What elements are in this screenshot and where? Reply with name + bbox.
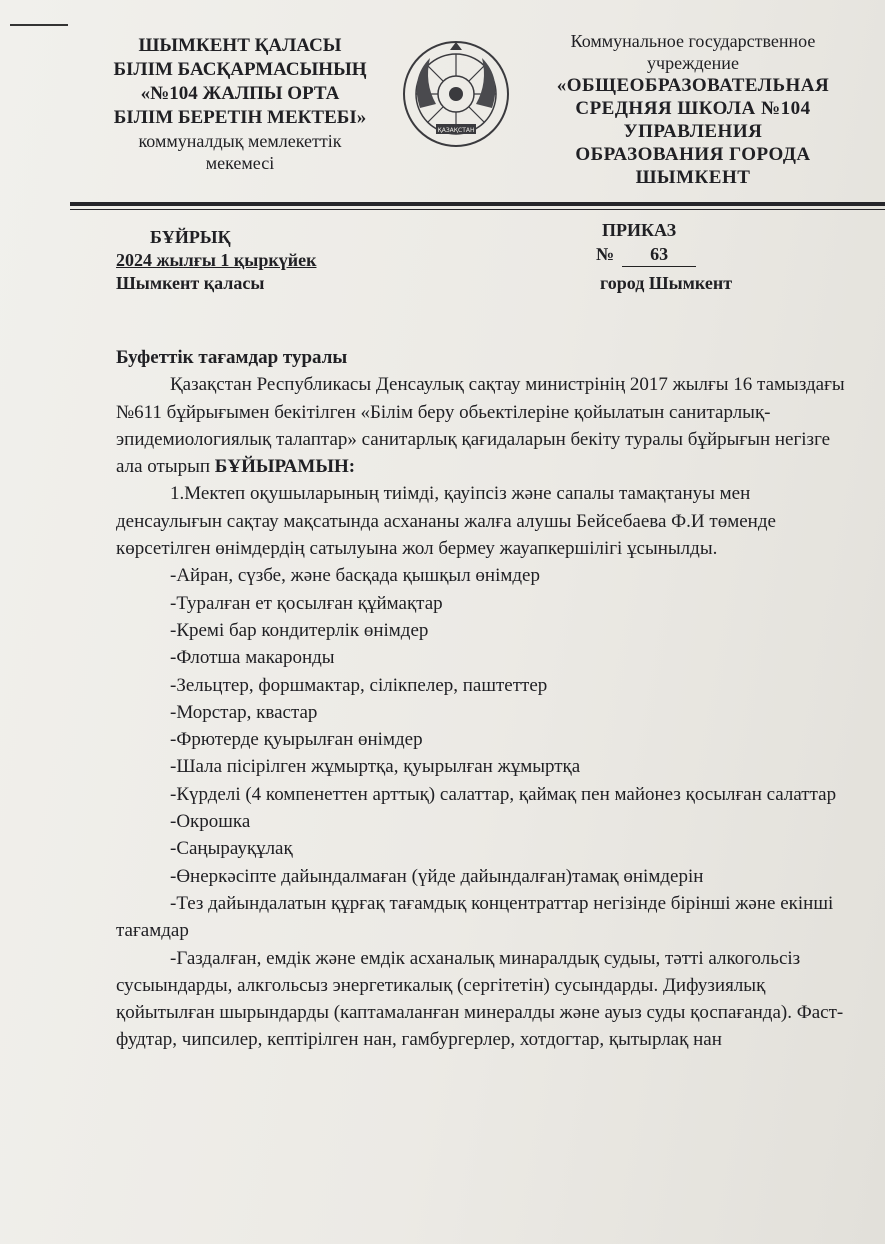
list-item: -Туралған ет қосылған құймақтар — [170, 592, 443, 614]
preamble-paragraph — [116, 371, 846, 480]
header-left-line: ШЫМКЕНТ ҚАЛАСЫ — [138, 35, 342, 56]
order-number: 63 — [622, 242, 696, 267]
header-right-sub: Коммунальное государственное — [570, 31, 816, 51]
corner-mark — [10, 24, 68, 26]
header-right-line: УПРАВЛЕНИЯ — [623, 121, 763, 142]
list-item: -Газдалған, емдік және емдік асханалық минаралдық судыы, тәтті алкогольсіз сусыындарды, алкгольсыз энергетикалық (сергітетін) сусындарды. Дифузиялық қойытылған шырындарды (каптамаланған минералды және ауыз суды қоспағанда). Фаст-фудтар, чипсилер, кептірілген нан, гамбургерлер, хотдогтар, қытырлақ нан — [116, 947, 844, 1051]
list-item: -Окрошка — [170, 811, 251, 833]
header-right-line: «ОБЩЕОБРАЗОВАТЕЛЬНАЯ — [556, 75, 830, 96]
list-item: -Флотша макаронды — [170, 647, 335, 669]
header-left-sub: коммуналдық мемлекеттік — [138, 131, 342, 151]
order-block-ru — [596, 218, 732, 295]
list-item: -Кремі бар кондитерлік өнімдер — [170, 619, 429, 641]
order-title-kz: БҰЙРЫҚ — [150, 227, 231, 247]
list-item: -Өнеркәсіпте дайындалмаған (үйде дайындалған)тамақ өнімдерін — [170, 865, 704, 887]
order-number-line — [596, 242, 732, 267]
order-block-kz — [116, 226, 316, 295]
header-right-line: ШЫМКЕНТ — [635, 167, 751, 188]
list-item: -Тез дайындалатын құрғақ тағамдық концентраттар негізінде бірінші және екінші тағамдар — [116, 892, 834, 942]
header-divider-thin — [70, 209, 885, 210]
header-right-line: СРЕДНЯЯ ШКОЛА №104 — [575, 98, 811, 119]
header-left-line: БІЛІМ БАСҚАРМАСЫНЫҢ — [113, 59, 367, 80]
preamble-text: Қазақстан Республикасы Денсаулық сақтау министрінің 2017 жылғы 16 тамыздағы №611 бұйрығымен бекітілген «Білім беру обьектілеріне қойылатын санитарлық-эпидемиологиялық талаптар» санитарлық қағидаларын бекіту туралы бұйрығын негізге ала отырып — [116, 374, 845, 478]
list-item: -Морстар, квастар — [170, 701, 318, 723]
header-divider-thick — [70, 202, 885, 206]
list-item: -Фрютерде қуырылған өнімдер — [170, 729, 423, 751]
list-item: -Зельцтер, форшмактар, сілікпелер, паштеттер — [170, 674, 548, 696]
kazakhstan-emblem-icon — [400, 38, 512, 150]
header-left-line: «№104 ЖАЛПЫ ОРТА — [140, 83, 340, 104]
order-subject: Буфеттік тағамдар туралы — [116, 347, 348, 368]
order-city-kz: Шымкент қаласы — [116, 273, 265, 293]
header-right-ru — [528, 30, 858, 189]
header-left-kz — [80, 34, 400, 174]
list-item: -Шала пісірілген жұмыртқа, қуырылған жұмыртқа — [170, 756, 581, 778]
order-body — [116, 344, 846, 1054]
emblem-text: ҚАЗАҚСТАН — [437, 127, 475, 134]
list-item: -Күрделі (4 компенеттен арттық) салаттар, қаймақ пен майонез қосылған салаттар — [170, 783, 837, 805]
list-item: -Айран, сүзбе, және басқада қышқыл өнімдер — [170, 565, 540, 587]
header-left-line: БІЛІМ БЕРЕТІН МЕКТЕБІ» — [113, 107, 367, 128]
header-right-line: ОБРАЗОВАНИЯ ГОРОДА — [575, 144, 811, 165]
order-number-prefix: № — [596, 244, 615, 264]
header-left-sub: мекемесі — [205, 153, 275, 173]
point-1: 1.Мектеп оқушыларының тиімді, қауіпсіз және сапалы тамақтануы мен денсаулығын сақтау мақсатында асхананы жалға алушы Бейсебаева Ф.И төменде көрсетілген өнімдердің сатылуына жол бермеу жауапкершілігі ұсынылды. — [116, 483, 776, 560]
order-title-ru: ПРИКАЗ — [602, 220, 677, 240]
order-word: БҰЙЫРАМЫН: — [214, 456, 356, 478]
order-city-ru: город Шымкент — [600, 273, 733, 293]
order-date: 2024 жылғы 1 қыркүйек — [116, 250, 317, 270]
list-item: -Саңырауқұлақ — [170, 838, 293, 860]
header-right-sub: учреждение — [647, 53, 739, 73]
